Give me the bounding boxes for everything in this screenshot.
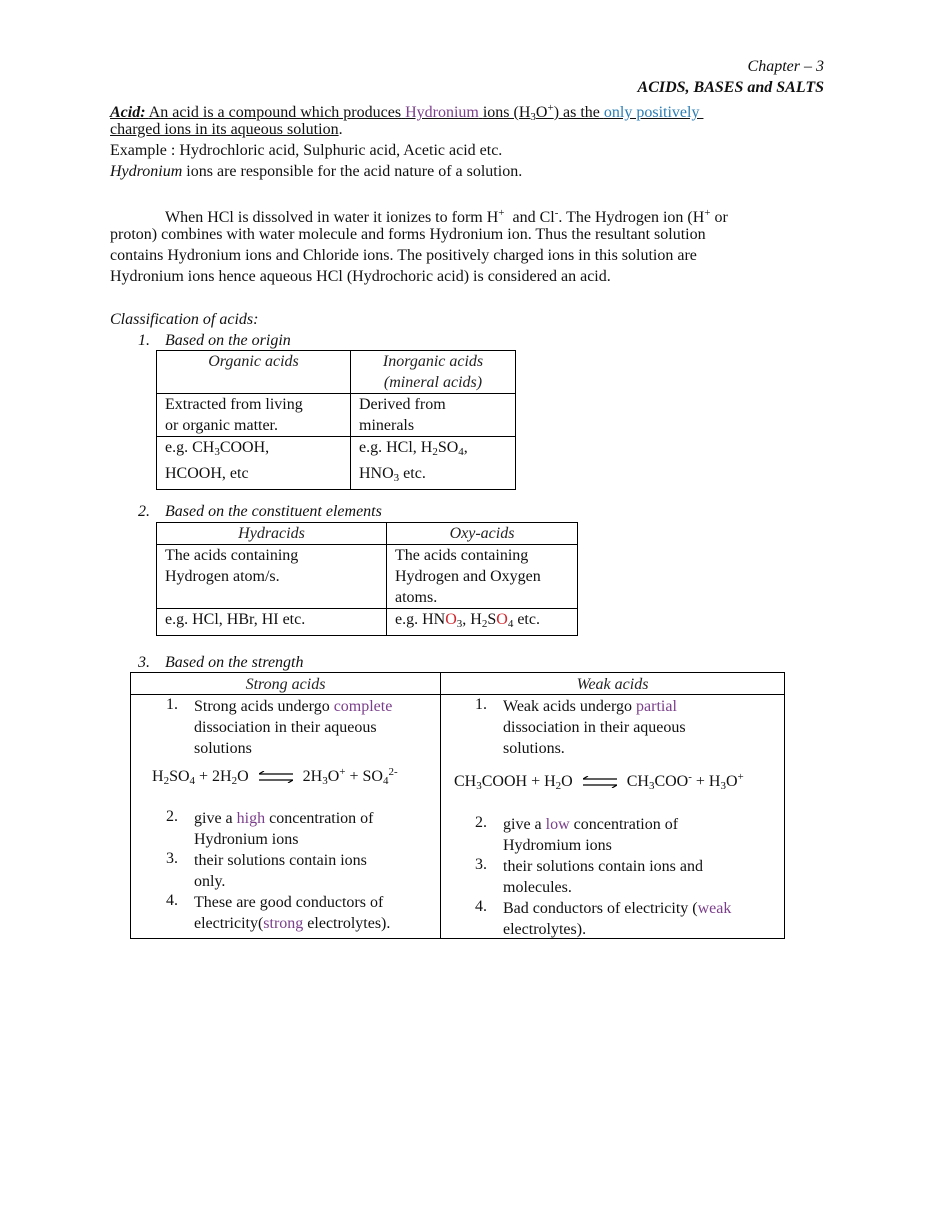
weak-point2-number: 2. xyxy=(475,814,487,831)
elements-cell: e.g. $HNO_3$, $H_2SO_4$ etc. xyxy=(387,609,578,636)
acid-definition-line1: Acid: An acid is a compound which produces Hydronium ions $(H_3O^+)$ as the only positively xyxy=(110,102,700,123)
table-row xyxy=(157,609,578,636)
origin-header-organic: Organic acids xyxy=(157,351,351,394)
acid-definition-line2: charged ions in its aqueous solution. xyxy=(110,121,343,138)
weak-equation: $CH_3COOH + H_2O$ $CH_3COO^- + H_3O^+$ xyxy=(454,771,744,792)
acid-term: Acid: xyxy=(110,104,146,121)
chapter-label: Chapter – 3 xyxy=(747,58,824,75)
section2-title: Based on the constituent elements xyxy=(165,503,382,520)
weak-point2: give a low concentration of Hydromium ions xyxy=(503,816,679,854)
elements-cell: e.g. HCl, HBr, HI etc. xyxy=(157,609,387,636)
weak-point1: Weak acids undergo partial dissociation in their aqueous solutions. xyxy=(503,698,686,757)
elements-table-header xyxy=(157,523,578,545)
section2-number: 2. xyxy=(138,503,150,520)
table-row xyxy=(157,437,516,490)
weak-point1-number: 1. xyxy=(475,696,487,713)
elements-cell: The acids containing Hydrogen atom/s. xyxy=(157,545,387,609)
example-line: Example : Hydrochloric acid, Sulphuric acid, Acetic acid etc. xyxy=(110,142,503,159)
classification-heading: Classification of acids: xyxy=(110,311,259,328)
strength-header-weak: Weak acids xyxy=(576,676,649,693)
origin-cell: Extracted from living or organic matter. xyxy=(157,394,351,437)
weak-point4-number: 4. xyxy=(475,898,487,915)
elements-cell: The acids containing Hydrogen and Oxygen atoms. xyxy=(387,545,578,609)
origin-cell: Derived from minerals xyxy=(351,394,516,437)
weak-point3-number: 3. xyxy=(475,856,487,873)
strength-table xyxy=(130,672,785,939)
paragraph-line1: When HCl is dissolved in water it ionizes to form H+ and Cl-. The Hydrogen ion (H+ or xyxy=(165,207,728,226)
section3-title: Based on the strength xyxy=(165,654,304,671)
strength-table-column-divider xyxy=(440,673,441,938)
equilibrium-arrow-icon xyxy=(259,771,293,783)
section1-title: Based on the origin xyxy=(165,332,291,349)
hydronium-highlight: Hydronium xyxy=(405,104,479,121)
paragraph-line4: Hydronium ions hence aqueous HCl (Hydrochoric acid) is considered an acid. xyxy=(110,268,611,285)
elements-header-hydracids: Hydracids xyxy=(157,523,387,545)
strong-point4: These are good conductors of electricity(strong electrolytes). xyxy=(194,894,391,932)
table-row xyxy=(157,545,578,609)
strong-point1: Strong acids undergo complete dissociation in their aqueous solutions xyxy=(194,698,393,757)
weak-point3: their solutions contain ions and molecules. xyxy=(503,858,703,896)
strong-point2: give a high concentration of Hydronium ions xyxy=(194,810,374,848)
section1-number: 1. xyxy=(138,332,150,349)
strong-equation: $H_2SO_4 + 2H_2O$ $2H_3O^+ + SO_4^{2-}$ xyxy=(152,766,398,787)
origin-table-header xyxy=(157,351,516,394)
strong-point2-number: 2. xyxy=(166,808,178,825)
section3-number: 3. xyxy=(138,654,150,671)
paragraph-line2: proton) combines with water molecule and forms Hydronium ion. Thus the resultant solution xyxy=(110,226,706,243)
origin-cell: e.g. $CH_3COOH$, HCOOH, etc xyxy=(157,437,351,490)
table-row xyxy=(157,394,516,437)
equilibrium-arrow-icon xyxy=(583,776,617,788)
chapter-title: ACIDS, BASES and SALTS xyxy=(637,79,824,96)
responsible-line: Hydronium ions are responsible for the acid nature of a solution. xyxy=(110,163,523,180)
weak-point4: Bad conductors of electricity (weak electrolytes). xyxy=(503,900,732,938)
strong-point3: their solutions contain ions only. xyxy=(194,852,367,890)
paragraph-line3: contains Hydronium ions and Chloride ions. The positively charged ions in this solution are xyxy=(110,247,697,264)
only-positively-highlight: only positively xyxy=(603,104,700,121)
strength-header-strong: Strong acids xyxy=(245,676,326,693)
strong-point1-number: 1. xyxy=(166,696,178,713)
origin-header-inorganic: Inorganic acids (mineral acids) xyxy=(351,351,516,394)
elements-header-oxyacids: Oxy-acids xyxy=(387,523,578,545)
origin-cell: e.g. HCl, $H_2SO_4$, $HNO_3$ etc. xyxy=(351,437,516,490)
origin-table xyxy=(156,350,516,490)
elements-table xyxy=(156,522,578,636)
strong-point4-number: 4. xyxy=(166,892,178,909)
strong-point3-number: 3. xyxy=(166,850,178,867)
